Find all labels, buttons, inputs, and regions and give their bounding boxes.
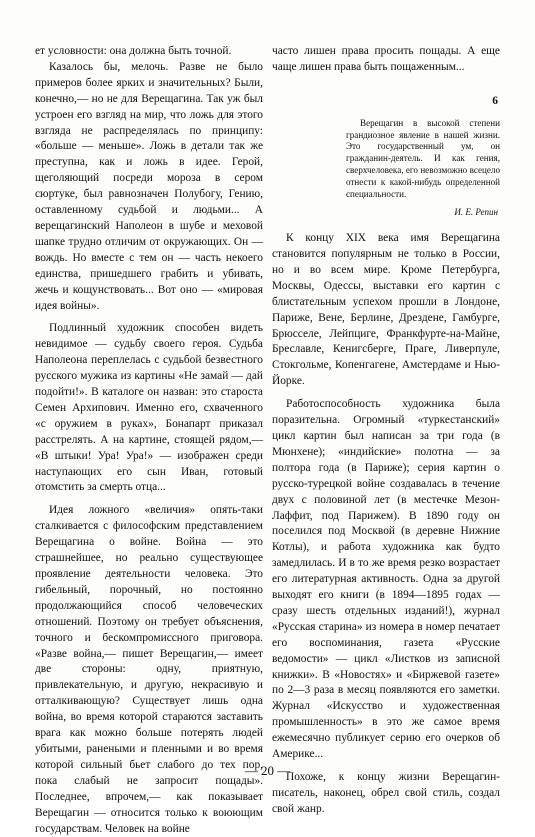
paragraph: Казалось бы, мелочь. Разве не было примеров более ярких и значительных? Были, конечно,— но не для Верещагина. Так уж был устроен его взгляд на мир, что ложь для этого взгляда не распределялась по принципу: «больше — меньше». Ложь в детали так же преступна, как и ложь в идее. Герой, щеголяющий посреди мороза в сером сюртуке, был равнозначен Полубогу, Гению, оставленному судьбой и людьми... А верещагинский Наполеон в шубе и меховой шапке трудно отличим от окружающих. Он — вождь. Но вместе с тем он — часть некоего единства, пришедшего грабить и убивать, жечь и кощунствовать... Вот оно — «мировая идея войны». xyxy=(35,60,263,312)
epigraph-author: И. Е. Репин xyxy=(454,207,498,218)
paragraph: Идея ложного «величия» опять-таки сталкивается с философским представлением Верещагина о войне. Война — это страшнейшее, но реально существующее проявление деятельности человека. Это гибельный, порочный, но постоянно продолжающийся способ человеческих отношений. Поэтому он требует объяснения, точного и бескомпромиссного приговора. «Разве война,— пишет Верещагин,— имеет две стороны: одну, приятную, привлекательную, и другую, некрасивую и отталкивающую? Существует лишь одна война, во время которой стараются заставить врага как можно больше потерять людей убитыми, ранеными и пленными и во время которой сильный бьет слабого до тех пор, пока слабый не запросит пощады». Последнее, впрочем,— как показывает Верещагин — относится только к воюющим государствам. Человек на войне xyxy=(35,504,263,835)
paragraph: Работоспособность художника была поразительна. Огромный «туркестанский» цикл картин был написан за три года (в Мюнхене); «индийские» полотна — за полтора года (в Париже); серия картин о русско-турецкой войне создавалась в течение двух с половиной лет (в местечке Мезон-Лаффит, под Парижем). В 1890 году он поселился под Москвой (в деревне Нижние Котлы), и работа художника как будто замедлилась. И в то же время резко возрастает его литературная активность. Одна за другой выходят его книги (в 1894—1895 годах — сразу шесть отдельных изданий!), журнал «Русская старина» из номера в номер печатает его воспоминания, газета «Русские ведомости» — цикл «Листков из записной книжки». В «Новостях» и «Биржевой газете» по 2—3 раза в месяц появляются его заметки. Журнал «Искусство и художественная промышленность» в это же самое время ежемесячно публикует серию его очерков об Америке... xyxy=(272,398,500,761)
epigraph-text: Верещагин в высокой степени грандиозное явление в нашей жизни. Это государственный ум, он гражданин-деятель. И как гения, сверхчеловека, его невозможно всецело отнести к какой-нибудь определенной специальности. xyxy=(346,117,500,199)
epigraph xyxy=(346,118,500,219)
right-column xyxy=(272,44,500,818)
page-number: — 20 — xyxy=(244,763,291,778)
left-column xyxy=(35,44,263,837)
paragraph: ет условности: она должна быть точной. xyxy=(35,45,232,57)
paragraph: Подлинный художник способен видеть невидимое — судьбу своего героя. Судьба Наполеона переплелась с судьбой безвестного русского мужика из картины «Не замай — дай подойти!». В каталоге он назван: это староста Семен Архипович. Именно его, схваченного «с оружием в руках», Бонапарт приказал расстрелять. А на картине, стоящей рядом,— «В штыки! Ура! Ура!» — изображен среди наступающих его сын Иван, готовый отомстить за смерть отца... xyxy=(35,322,263,494)
paragraph: К концу XIX века имя Верещагина становится популярным не только в России, но и во всем мире. Кроме Петербурга, Москвы, Одессы, выставки его картин с блистательным успехом прошли в Лондоне, Париже, Вене, Берлине, Дрездене, Гамбурге, Брюсселе, Лейпциге, Франкфурте-на-Майне, Бреславле, Кенигсберге, Праге, Ливерпуле, Стокгольме, Копенгагене, Амстердаме и Нью-Йорке. xyxy=(272,232,500,388)
paragraph-continuation: часто лишен права просить пощады. А еще чаще лишен права быть пощаженным... xyxy=(272,45,500,73)
chapter-number: 6 xyxy=(492,94,498,107)
paragraph: Похоже, к концу жизни Верещагин-писатель, наконец, обрел свой стиль, создал свой жанр. xyxy=(272,771,500,815)
